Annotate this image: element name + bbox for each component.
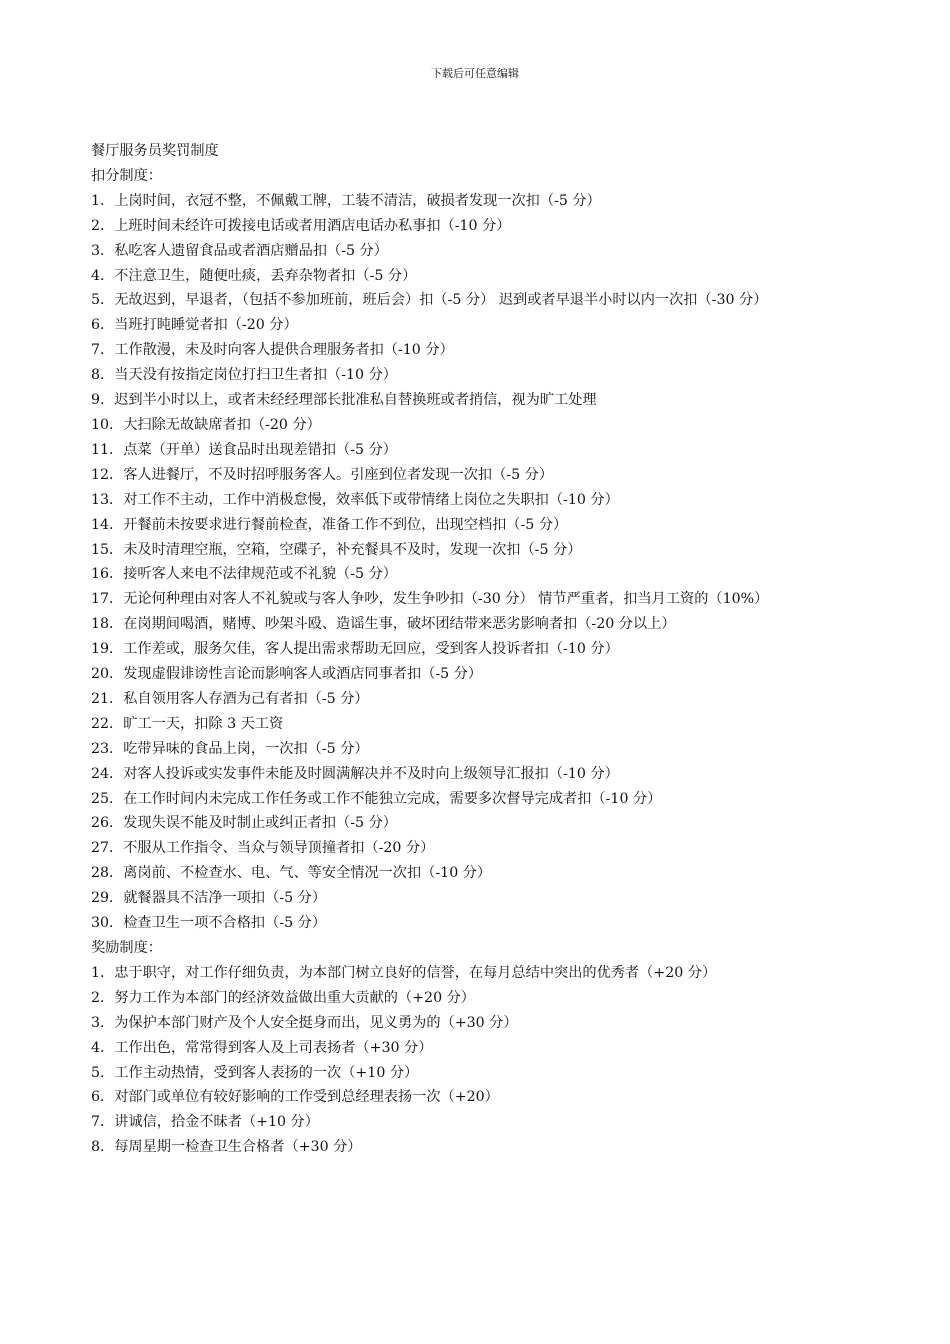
- penalty-item: 27．不服从工作指令、当众与领导顶撞者扣（-20 分）: [91, 840, 435, 857]
- penalty-item: 14．开餐前未按要求进行餐前检查，准备工作不到位，出现空档扣（-5 分）: [91, 516, 568, 533]
- penalty-item: 9．迟到半小时以上，或者未经经理部长批准私自替换班或者捎信，视为旷工处理: [91, 392, 597, 409]
- penalty-item: 10．大扫除无故缺席者扣（-20 分）: [91, 416, 321, 433]
- reward-item: 7．讲诚信，拾金不昧者（+10 分）: [91, 1114, 319, 1131]
- reward-item: 8．每周星期一检查卫生合格者（+30 分）: [91, 1139, 362, 1156]
- penalty-item: 23．吃带异味的食品上岗，一次扣（-5 分）: [91, 740, 369, 757]
- penalty-item: 25．在工作时间内未完成工作任务或工作不能独立完成，需要多次督导完成者扣（-10 分）: [91, 790, 662, 807]
- penalty-item: 21．私自领用客人存酒为己有者扣（-5 分）: [91, 690, 369, 707]
- reward-heading: 奖励制度：: [91, 940, 162, 956]
- header-note: 下载后可任意编辑: [431, 67, 519, 80]
- penalty-item: 28．离岗前、不检查水、电、气、等安全情况一次扣（-10 分）: [91, 865, 492, 882]
- penalty-list: [91, 189, 861, 936]
- penalty-heading: 扣分制度：: [91, 167, 162, 184]
- reward-item: 6．对部门或单位有较好影响的工作受到总经理表扬一次（+20）: [91, 1089, 499, 1106]
- penalty-item: 8．当天没有按指定岗位打扫卫生者扣（-10 分）: [91, 367, 397, 384]
- reward-item: 5．工作主动热情，受到客人表扬的一次（+10 分）: [91, 1064, 419, 1081]
- penalty-item: 3．私吃客人遗留食品或者酒店赠品扣（-5 分）: [91, 242, 388, 259]
- penalty-item: 12．客人进餐厅，不及时招呼服务客人。引座到位者发现一次扣（-5 分）: [91, 466, 554, 483]
- penalty-item: 26．发现失误不能及时制止或纠正者扣（-5 分）: [91, 815, 397, 832]
- document-title: 餐厅服务员奖罚制度: [91, 143, 219, 159]
- penalty-item: 13．对工作不主动，工作中消极怠慢，效率低下或带情绪上岗位之失职扣（-10 分）: [91, 491, 619, 508]
- penalty-item: 30．检查卫生一项不合格扣（-5 分）: [91, 915, 327, 932]
- penalty-item: 1．上岗时间，衣冠不整，不佩戴工牌，工装不清洁，破损者发现一次扣（-5 分）: [91, 192, 601, 209]
- penalty-item: 20．发现虚假诽谤性言论而影响客人或酒店同事者扣（-5 分）: [91, 666, 483, 683]
- penalty-item: 18．在岗期间喝酒，赌博、吵架斗殴、造谣生事，破坏团结带来恶劣影响者扣（-20 分以上）: [91, 616, 676, 633]
- document-body: [91, 139, 861, 1160]
- penalty-item: 7．工作散漫，未及时向客人提供合理服务者扣（-10 分）: [91, 342, 454, 359]
- penalty-item: 29．就餐器具不洁净一项扣（-5 分）: [91, 890, 327, 907]
- penalty-item: 15．未及时清理空瓶，空箱，空碟子，补充餐具不及时，发现一次扣（-5 分）: [91, 541, 582, 558]
- penalty-item: 22．旷工一天，扣除 3 天工资: [91, 715, 284, 732]
- reward-item: 2．努力工作为本部门的经济效益做出重大贡献的（+20 分）: [91, 989, 475, 1006]
- penalty-item: 4．不注意卫生，随便吐痰，丢弃杂物者扣（-5 分）: [91, 267, 417, 284]
- penalty-item: 11．点菜（开单）送食品时出现差错扣（-5 分）: [91, 441, 397, 458]
- penalty-item: 16．接听客人来电不法律规范或不礼貌（-5 分）: [91, 566, 397, 583]
- penalty-item: 17．无论何种理由对客人不礼貌或与客人争吵，发生争吵扣（-30 分） 情节严重者，扣当月工资的（10%）: [91, 591, 769, 608]
- reward-item: 1．忠于职守，对工作仔细负责，为本部门树立良好的信誉，在每月总结中突出的优秀者（+20 分）: [91, 964, 717, 981]
- reward-item: 4．工作出色，常常得到客人及上司表扬者（+30 分）: [91, 1039, 433, 1056]
- penalty-item: 5．无故迟到，早退者，（包括不参加班前，班后会）扣（-5 分） 迟到或者早退半小时以内一次扣（-30 分）: [91, 292, 768, 309]
- penalty-item: 6．当班打盹睡觉者扣（-20 分）: [91, 317, 298, 334]
- penalty-item: 2．上班时间未经许可拨接电话或者用酒店电话办私事扣（-10 分）: [91, 217, 511, 234]
- penalty-item: 19．工作差或，服务欠佳，客人提出需求帮助无回应，受到客人投诉者扣（-10 分）: [91, 641, 619, 658]
- reward-list: [91, 961, 861, 1160]
- reward-item: 3．为保护本部门财产及个人安全挺身而出，见义勇为的（+30 分）: [91, 1014, 518, 1031]
- penalty-item: 24．对客人投诉或实发事件未能及时圆满解决并不及时向上级领导汇报扣（-10 分）: [91, 765, 619, 782]
